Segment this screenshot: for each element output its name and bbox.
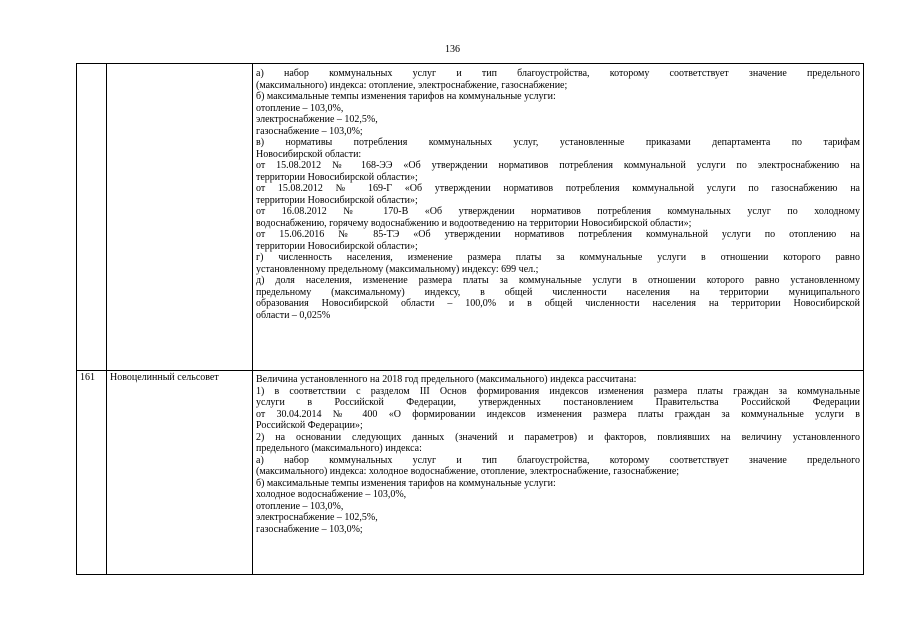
text-line: (максимального) индекса: отопление, электроснабжение, газоснабжение; [256,79,568,91]
text-line: электроснабжение – 102,5%, [256,114,378,125]
text-line: от 16.08.2012 № 170-В «Об утверждении нормативов потребления коммунальных услуг по холодному [256,206,860,217]
description-cell [253,64,864,371]
text-line: д) доля населения, изменение размера платы за коммунальные услуги в отношении которого равно установленному [256,275,860,286]
text-line: предельному (максимальному) индексу, в общей численности населения на территории муниципального [256,286,860,298]
description-text [256,68,860,321]
text-line: услуги в Российской Федерации, утвержденных постановлением Правительства Российской Федерации [256,397,860,408]
document-table [76,63,864,575]
text-line: холодное водоснабжение – 103,0%, [256,489,407,500]
municipality-name-cell [107,64,253,371]
text-line: 2) на основании следующих данных (значений и параметров) и факторов, повлиявших на величину установленного [256,431,860,443]
text-line: установленному предельному (максимальному) индексу: 699 чел.; [256,263,539,275]
text-line: (максимального) индекса: холодное водоснабжение, отопление, электроснабжение, газоснабжение; [256,466,680,477]
text-line: Величина установленного на 2018 год предельного (максимального) индекса рассчитана: [256,374,637,385]
text-line: территории Новосибирской области»; [256,171,418,183]
text-line: от 15.06.2016 № 85-ТЭ «Об утверждении нормативов потребления коммунальной услуги по отоплению на [256,229,860,240]
text-line: а) набор коммунальных услуг и тип благоустройства, которому соответствует значение предельного [256,68,860,79]
table-row [77,371,864,575]
row-number-cell [77,64,107,371]
text-line: области – 0,025% [256,309,331,321]
text-line: газоснабжение – 103,0%; [256,125,363,137]
text-line: Российской Федерации»; [256,420,363,431]
page-number: 136 [445,44,460,55]
text-line: электроснабжение – 102,5%, [256,512,378,523]
text-line: отопление – 103,0%, [256,102,344,114]
text-line: от 15.08.2012 № 168-ЭЭ «Об утверждении нормативов потребления коммунальной услуги по электроснабжению на [256,160,860,171]
municipality-name-cell: Новоцелинный сельсовет [107,371,253,575]
description-text [256,374,860,535]
text-line: а) набор коммунальных услуг и тип благоустройства, которому соответствует значение предельного [256,454,860,466]
text-line: территории Новосибирской области»; [256,194,418,206]
text-line: предельного (максимального) индекса: [256,443,422,454]
text-line: газоснабжение – 103,0%; [256,523,363,535]
text-line: б) максимальные темпы изменения тарифов на коммунальные услуги: [256,477,556,489]
table-row [77,64,864,371]
row-number-cell: 161 [77,371,107,575]
description-cell [253,371,864,575]
text-line: территории Новосибирской области»; [256,240,418,252]
text-line: 1) в соответствии с разделом III Основ формирования индексов изменения размера платы граждан за коммунальные [256,385,860,397]
text-line: Новосибирской области: [256,148,362,160]
text-line: образования Новосибирской области – 100,0% и в общей численности населения на территории Новосибирской [256,298,860,309]
text-line: г) численность населения, изменение размера платы за коммунальные услуги в отношении которого равно [256,252,860,263]
text-line: в) нормативы потребления коммунальных услуг, установленные приказами департамента по тарифам [256,137,860,148]
text-line: от 15.08.2012 № 169-Г «Об утверждении нормативов потребления коммунальной услуги по газоснабжению на [256,183,860,194]
text-line: водоснабжению, горячему водоснабжению и водоотведению на территории Новосибирской области»; [256,217,692,229]
text-line: от 30.04.2014 № 400 «О формировании индексов изменения размера платы граждан за коммунальные услуги в [256,408,860,420]
text-line: отопление – 103,0%, [256,500,344,512]
text-line: б) максимальные темпы изменения тарифов на коммунальные услуги: [256,91,556,102]
